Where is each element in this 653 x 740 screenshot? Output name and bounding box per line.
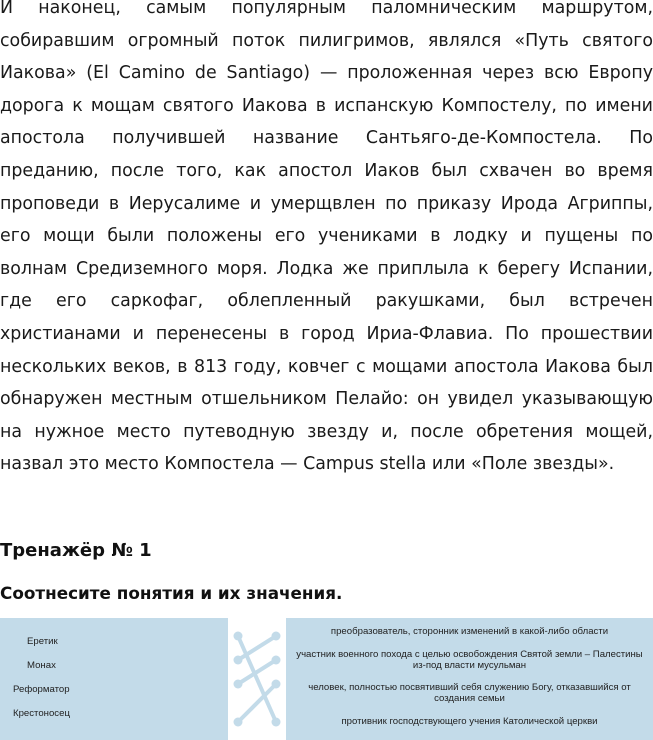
left-connector-dot[interactable] [234, 656, 243, 665]
match-line [238, 684, 276, 722]
term-item-reformer[interactable]: Реформатор [13, 684, 70, 695]
definition-item[interactable]: участник военного похода с целью освобождения Святой земли – Палестины из-под власти мусульман [296, 649, 643, 671]
right-connector-dot[interactable] [272, 718, 281, 727]
matching-lines-graphic [228, 618, 286, 740]
paragraph-line: преданию, после того, как апостол Иаков был схвачен во время [0, 160, 653, 181]
paragraph-line: собиравшим огромный поток пилигримов, являлся «Путь святого [0, 30, 653, 51]
paragraph-line: волнам Средиземного моря. Лодка же приплыла к берегу Испании, [0, 258, 653, 279]
term-item-crusader[interactable]: Крестоносец [13, 708, 70, 719]
paragraph-line: назвал это место Компостела — Campus stella или «Поле звезды». [0, 454, 615, 475]
paragraph-line: нескольких веков, в 813 году, ковчег с мощами апостола Иакова был [0, 356, 653, 377]
paragraph-line: Иакова» (El Camino de Santiago) — проложенная через всю Европу [0, 63, 653, 84]
paragraph-line: христианами и перенесены в город Ириа-Флавиа. По прошествии [0, 323, 653, 344]
terms-panel [0, 618, 228, 740]
paragraph-line: проповеди в Иерусалиме и умерщвлен по приказу Ирода Агриппы, [0, 193, 653, 214]
paragraph-line: его мощи были положены его учениками в лодку и пущены по [0, 226, 653, 247]
trainer-heading: Тренажёр № 1 [0, 540, 152, 561]
definitions-panel [286, 618, 653, 740]
left-connector-dot[interactable] [234, 680, 243, 689]
matching-exercise [0, 618, 653, 740]
paragraph-line: дорога к мощам святого Иакова в испанскую Компостелу, по имени [0, 95, 653, 116]
definition-item[interactable]: человек, полностью посвятивший себя служению Богу, отказавшийся от создания семьи [308, 682, 631, 704]
paragraph-line: на нужное место путеводную звезду и, после обретения мощей, [0, 421, 653, 442]
left-connector-dot[interactable] [234, 632, 243, 641]
right-connector-dot[interactable] [272, 680, 281, 689]
definition-item[interactable]: преобразователь, сторонник изменений в какой-либо области [330, 626, 609, 637]
term-item-heretic[interactable]: Еретик [27, 636, 58, 647]
left-connector-dot[interactable] [234, 718, 243, 727]
task-heading: Соотнесите понятия и их значения. [0, 583, 343, 603]
paragraph-line: где его саркофаг, облепленный ракушками, был встречен [0, 291, 653, 312]
term-item-monk[interactable]: Монах [27, 660, 56, 671]
paragraph-line: обнаружен местным отшельником Пелайо: он увидел указывающую [0, 389, 653, 410]
paragraph-line: И наконец, самым популярным паломническим маршрутом, [0, 0, 653, 18]
right-connector-dot[interactable] [272, 632, 281, 641]
right-connector-dot[interactable] [272, 656, 281, 665]
paragraph-line: апостола получившей название Сантьяго-де-Компостела. По [0, 128, 653, 149]
definition-item[interactable]: противник господствующего учения Католической церкви [341, 716, 598, 727]
